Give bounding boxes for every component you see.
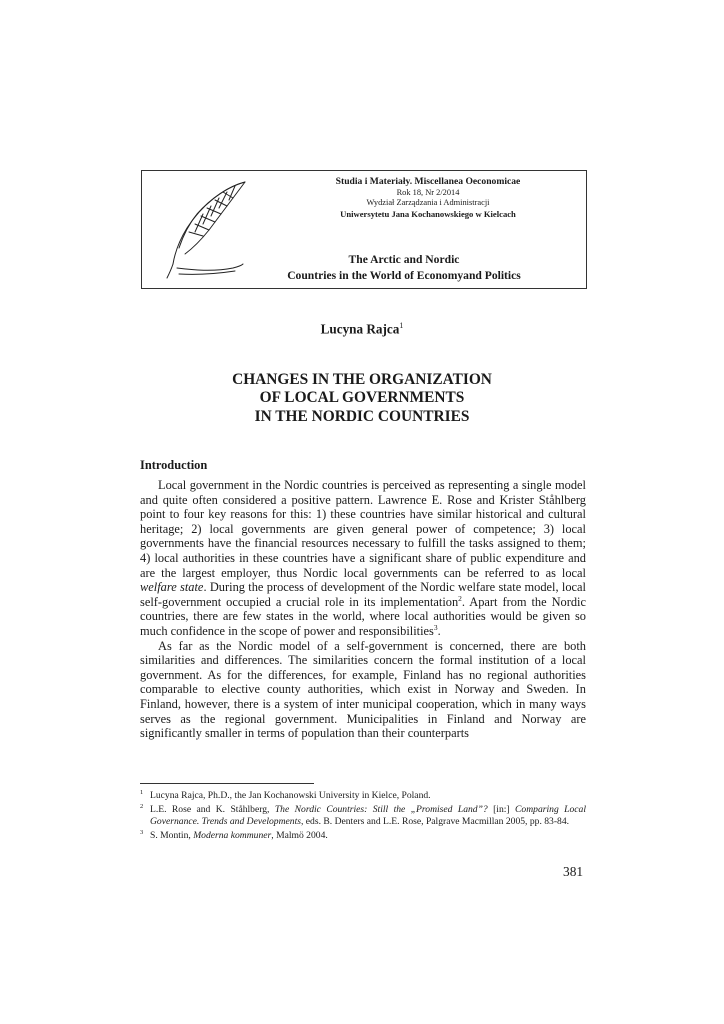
p1-text-d: .	[437, 623, 441, 638]
article-body	[140, 478, 586, 741]
footnote-text: , Malmö 2004.	[271, 830, 328, 841]
section-heading: Introduction	[140, 458, 208, 472]
p1-emphasis: welfare state	[140, 580, 204, 595]
faculty-name: Wydział Zarządzania i Administracji	[366, 198, 490, 208]
issue-theme-line2: Countries in the World of Economyand Politics	[287, 269, 521, 283]
issue-theme	[262, 252, 546, 284]
p1-text-c: . Apart from the Nordic countries, there are few states in the world, where local authorities would be given so much confidence in the scope of power and responsibilities	[140, 594, 586, 638]
journal-volume: Rok 18, Nr 2/2014	[396, 187, 460, 197]
page-number: 381	[563, 864, 584, 879]
title-line3: IN THE NORDIC COUNTRIES	[254, 407, 470, 425]
title-line1: CHANGES IN THE ORGANIZATION	[232, 371, 492, 388]
title-line2: OF LOCAL GOVERNMENTS	[259, 389, 465, 407]
paragraph-1	[140, 478, 586, 639]
footnote-number: 2	[140, 803, 144, 810]
footnote-italic: Comparing Local Governance. Trends and Developments	[150, 804, 586, 827]
footnotes	[140, 790, 586, 844]
footnote-text: S. Montin,	[150, 830, 194, 841]
footnote-number: 1	[140, 789, 144, 796]
author-line	[0, 321, 724, 337]
quill-logo	[163, 178, 253, 283]
footnote-2	[140, 804, 586, 828]
p1-text-a: Local government in the Nordic countries is perceived as representing a single model and quite often considered a positive pattern. Lawrence E. Rose and Krister Ståhlberg point to four key reasons for this: 1) these countries have similar historical and cultural heritage; 2) local governments are given general power of competence; 3) local governments have the financial resources necessary to fulfill the tasks assigned to them; 4) local authorities in these countries have a significant share of public expenditure and are the largest employer, thus Nordic local governments can be referred to as local	[140, 478, 586, 580]
footnote-3	[140, 830, 586, 842]
journal-info	[278, 176, 578, 220]
university-name: Uniwersytetu Jana Kochanowskiego w Kielcach	[340, 208, 516, 219]
footnote-text: L.E. Rose and K. Ståhlberg,	[150, 804, 275, 815]
footnote-1	[140, 790, 586, 802]
footnote-italic: Moderna kommuner	[193, 830, 272, 841]
issue-theme-line1: The Arctic and Nordic	[348, 253, 460, 266]
footnote-ref-3: 3	[433, 622, 438, 632]
footnote-text: [in:]	[487, 804, 516, 815]
footnote-text: Lucyna Rajca, Ph.D., the Jan Kochanowski University in Kielce, Poland.	[150, 790, 431, 801]
footnote-ref-2: 2	[458, 593, 462, 603]
journal-name: Studia i Materiały. Miscellanea Oeconomicae	[335, 176, 521, 187]
article-title	[0, 371, 724, 426]
paragraph-2: As far as the Nordic model of a self-government is concerned, there are both similarities and differences. The similarities concern the formal institution of a local government. As for the differences, for example, Finland has no regional authorities comparable to elective county authorities, which exist in Norway and Sweden. In Finland, however, there is a system of inter municipal cooperation, which in many ways serves as the regional government. Municipalities in Finland and Norway are significantly smaller in terms of population than their counterparts	[140, 638, 586, 741]
author-name: Lucyna Rajca	[320, 321, 400, 337]
author-footnote-ref: 1	[399, 321, 404, 330]
footnote-separator	[140, 783, 314, 784]
footnote-number: 3	[140, 829, 144, 836]
p1-text-b: . During the process of development of the Nordic welfare state model, local self-government occupied a crucial role in its implementation	[140, 580, 586, 609]
footnote-text: , eds. B. Denters and L.E. Rose, Palgrave Macmillan 2005, pp. 83-84.	[300, 816, 570, 827]
footnote-italic: The Nordic Countries: Still the „Promised Land”?	[274, 804, 488, 815]
